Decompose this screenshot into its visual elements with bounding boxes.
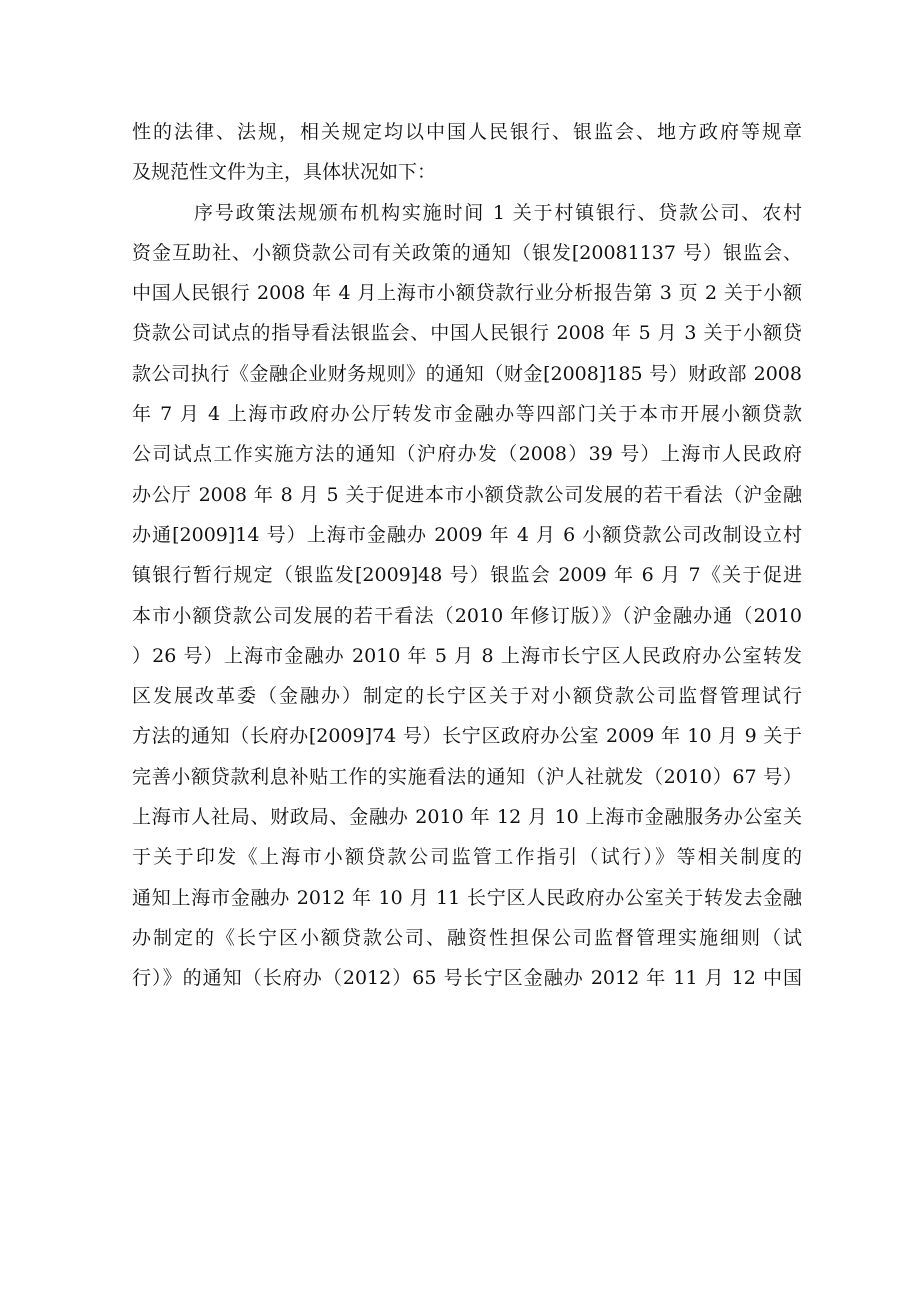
text-line: 年 7 月 4 上海市政府办公厅转发市金融办等四部门关于本市开展小额贷款: [132, 403, 802, 426]
text-line: 款公司执行《金融企业财务规则》的通知（财金[2008]185 号）财政部 2008: [132, 362, 802, 385]
text-line: 贷款公司试点的指导看法银监会、中国人民银行 2008 年 5 月 3 关于小额贷: [132, 322, 802, 345]
text-line: 公司试点工作实施方法的通知（沪府办发（2008）39 号）上海市人民政府: [132, 443, 802, 466]
text-line: 上海市人社局、财政局、金融办 2010 年 12 月 10 上海市金融服务办公室关: [132, 806, 802, 829]
text-line: 办公厅 2008 年 8 月 5 关于促进本市小额贷款公司发展的若干看法（沪金融: [132, 483, 802, 506]
paragraph-first-line: 序号政策法规颁布机构实施时间 1 关于村镇银行、贷款公司、农村: [194, 201, 802, 224]
text-line: 镇银行暂行规定（银监发[2009]48 号）银监会 2009 年 6 月 7《关于促进: [132, 564, 802, 587]
text-line: 性的法律、法规，相关规定均以中国人民银行、银监会、地方政府等规章: [132, 121, 802, 143]
text-line: 资金互助社、小额贷款公司有关政策的通知（银发[20081137 号）银监会、: [132, 241, 802, 264]
text-line: ）26 号）上海市金融办 2010 年 5 月 8 上海市长宁区人民政府办公室转发: [132, 644, 802, 667]
text-line: 方法的通知（长府办[2009]74 号）长宁区政府办公室 2009 年 10 月 9 关于: [132, 725, 802, 748]
text-line: 通知上海市金融办 2012 年 10 月 11 长宁区人民政府办公室关于转发去金融: [132, 886, 802, 909]
text-line: 及规范性文件为主，具体状况如下：: [132, 161, 437, 184]
body-text: [132, 112, 802, 999]
text-line: 办制定的《长宁区小额贷款公司、融资性担保公司监督管理实施细则（试: [132, 926, 802, 949]
text-line: 本市小额贷款公司发展的若干看法（2010 年修订版）》（沪金融办通（2010: [132, 604, 802, 627]
text-line: 于关于印发《上海市小额贷款公司监管工作指引（试行）》等相关制度的: [132, 846, 802, 869]
text-line: 中国人民银行 2008 年 4 月上海市小额贷款行业分析报告第 3 页 2 关于小额: [132, 282, 802, 305]
text-line: 办通[2009]14 号）上海市金融办 2009 年 4 月 6 小额贷款公司改制设立村: [132, 523, 802, 546]
text-line: 完善小额贷款利息补贴工作的实施看法的通知（沪人社就发（2010）67 号）: [132, 765, 802, 788]
text-line: 区发展改革委（金融办）制定的长宁区关于对小额贷款公司监督管理试行: [132, 685, 802, 708]
text-line: 行）》的通知（长府办（2012）65 号长宁区金融办 2012 年 11 月 12 中国: [132, 967, 802, 990]
